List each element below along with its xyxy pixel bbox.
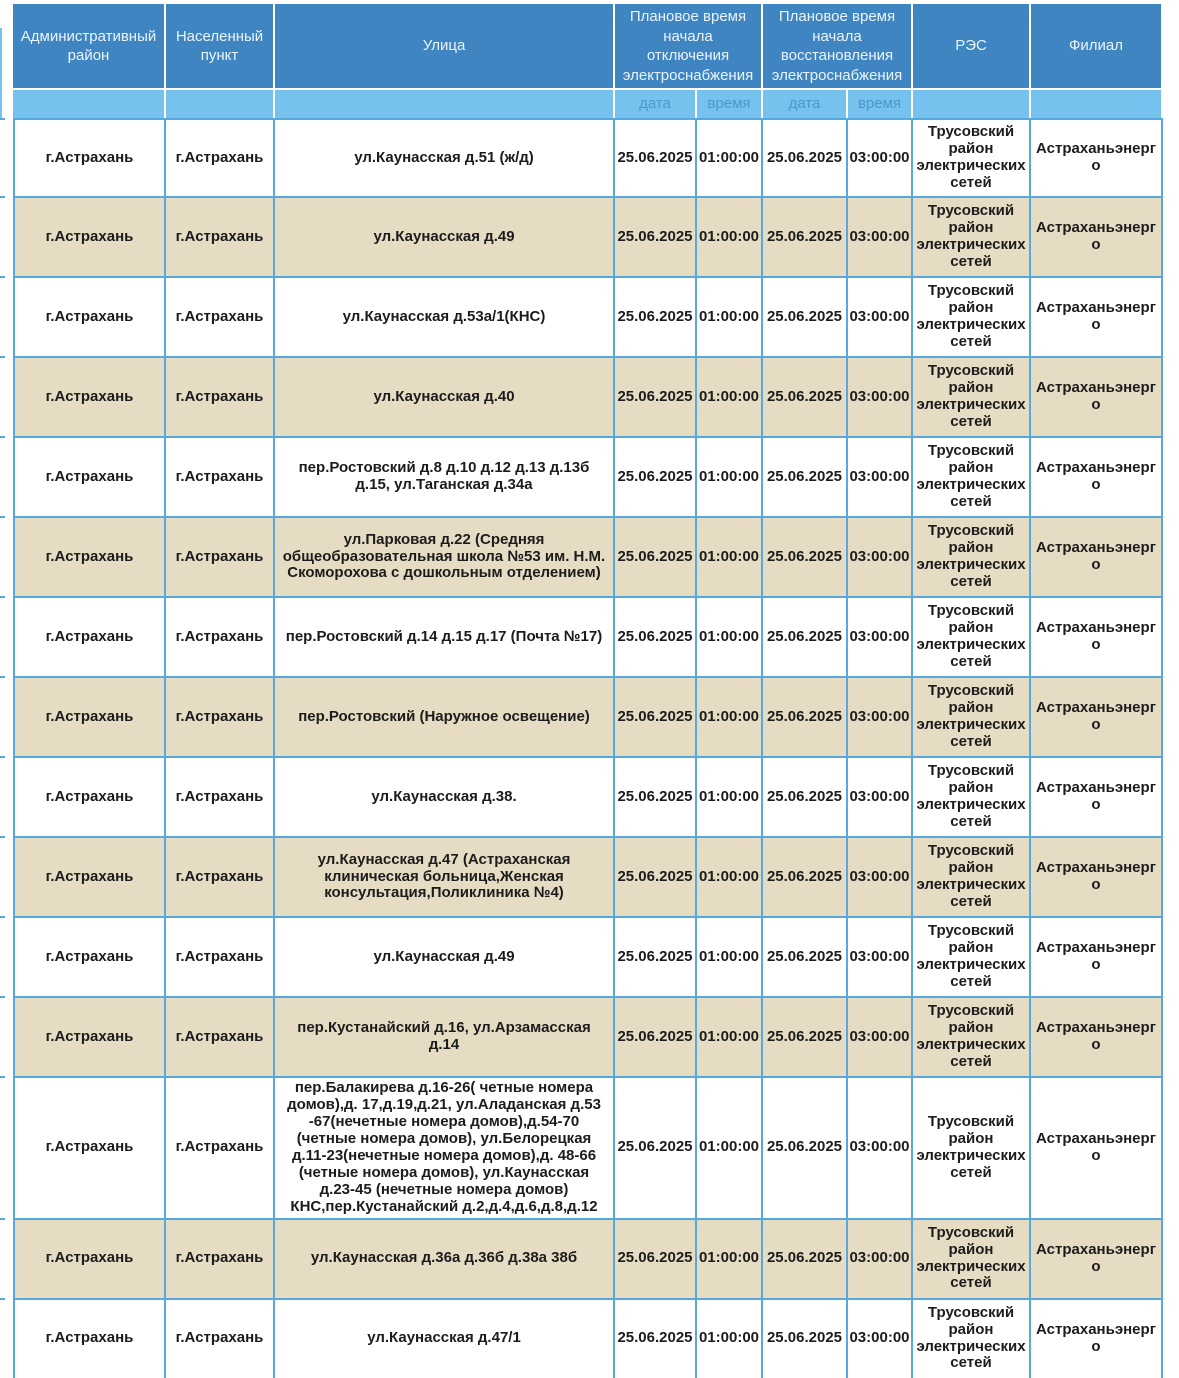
table-row xyxy=(13,598,1163,678)
cell-settlement: г.Астрахань xyxy=(166,518,275,598)
cell-restore-time: 03:00:00 xyxy=(848,358,913,438)
cell-res: Трусовский район электрических сетей xyxy=(913,198,1031,278)
subheader-empty-settlement xyxy=(166,90,275,118)
cell-branch: Астраханьэнерго xyxy=(1031,998,1163,1078)
cell-street: ул.Каунасская д.51 (ж/д) xyxy=(275,118,615,198)
cell-settlement: г.Астрахань xyxy=(166,278,275,358)
cell-res: Трусовский район электрических сетей xyxy=(913,438,1031,518)
table-row xyxy=(13,1300,1163,1378)
cell-district: г.Астрахань xyxy=(13,1220,166,1300)
cell-res: Трусовский район электрических сетей xyxy=(913,1078,1031,1220)
cell-outage-time: 01:00:00 xyxy=(697,198,763,278)
left-edge-border-stub xyxy=(0,1218,5,1220)
cell-settlement: г.Астрахань xyxy=(166,918,275,998)
cell-branch: Астраханьэнерго xyxy=(1031,518,1163,598)
cell-street: пер.Ростовский (Наружное освещение) xyxy=(275,678,615,758)
cell-restore-time: 03:00:00 xyxy=(848,1300,913,1378)
cell-branch: Астраханьэнерго xyxy=(1031,1220,1163,1300)
outage-schedule-table xyxy=(13,4,1163,1378)
cell-outage-time: 01:00:00 xyxy=(697,118,763,198)
cell-settlement: г.Астрахань xyxy=(166,198,275,278)
cell-res: Трусовский район электрических сетей xyxy=(913,358,1031,438)
cell-res: Трусовский район электрических сетей xyxy=(913,918,1031,998)
cell-outage-date: 25.06.2025 xyxy=(615,438,697,518)
cell-restore-time: 03:00:00 xyxy=(848,518,913,598)
cell-outage-date: 25.06.2025 xyxy=(615,1300,697,1378)
cell-outage-time: 01:00:00 xyxy=(697,758,763,838)
cell-outage-time: 01:00:00 xyxy=(697,838,763,918)
cell-district: г.Астрахань xyxy=(13,518,166,598)
cell-branch: Астраханьэнерго xyxy=(1031,118,1163,198)
cell-branch: Астраханьэнерго xyxy=(1031,278,1163,358)
cell-district: г.Астрахань xyxy=(13,838,166,918)
cell-restore-date: 25.06.2025 xyxy=(763,758,848,838)
table-row xyxy=(13,278,1163,358)
table-row xyxy=(13,1220,1163,1300)
header-restore-start-time: Плановое время начала восстановления электроснабжения xyxy=(763,4,913,90)
subheader-restore-time: время xyxy=(848,90,913,118)
cell-restore-date: 25.06.2025 xyxy=(763,278,848,358)
cell-district: г.Астрахань xyxy=(13,358,166,438)
cell-street: ул.Каунасская д.38. xyxy=(275,758,615,838)
table-header xyxy=(13,4,1163,118)
cell-street: ул.Каунасская д.36а д.36б д.38а 38б xyxy=(275,1220,615,1300)
cell-res: Трусовский район электрических сетей xyxy=(913,998,1031,1078)
cell-restore-date: 25.06.2025 xyxy=(763,1300,848,1378)
subheader-outage-date: дата xyxy=(615,90,697,118)
cell-restore-date: 25.06.2025 xyxy=(763,598,848,678)
header-outage-start-time: Плановое время начала отключения электроснабжения xyxy=(615,4,763,90)
subheader-empty-street xyxy=(275,90,615,118)
cell-outage-time: 01:00:00 xyxy=(697,358,763,438)
cell-restore-time: 03:00:00 xyxy=(848,758,913,838)
cell-street: пер.Кустанайский д.16, ул.Арзамасская д.14 xyxy=(275,998,615,1078)
left-edge-border-stub xyxy=(0,596,5,598)
table-header-row xyxy=(13,4,1163,90)
left-edge-border-stub xyxy=(0,118,5,120)
left-edge-border-stub xyxy=(0,916,5,918)
cell-res: Трусовский район электрических сетей xyxy=(913,118,1031,198)
cell-street: ул.Каунасская д.47 (Астраханская клиническая больница,Женская консультация,Поликлиника №4) xyxy=(275,838,615,918)
cell-restore-time: 03:00:00 xyxy=(848,678,913,758)
cell-settlement: г.Астрахань xyxy=(166,598,275,678)
cell-settlement: г.Астрахань xyxy=(166,358,275,438)
cell-outage-date: 25.06.2025 xyxy=(615,758,697,838)
cell-restore-time: 03:00:00 xyxy=(848,278,913,358)
cell-street: пер.Ростовский д.8 д.10 д.12 д.13 д.13б д.15, ул.Таганская д.34а xyxy=(275,438,615,518)
table-row xyxy=(13,198,1163,278)
cell-district: г.Астрахань xyxy=(13,198,166,278)
header-branch: Филиал xyxy=(1031,4,1163,90)
cell-outage-time: 01:00:00 xyxy=(697,438,763,518)
cell-street: ул.Каунасская д.40 xyxy=(275,358,615,438)
cell-outage-date: 25.06.2025 xyxy=(615,598,697,678)
left-edge-border-stub xyxy=(0,756,5,758)
cell-street: ул.Каунасская д.49 xyxy=(275,198,615,278)
cell-branch: Астраханьэнерго xyxy=(1031,358,1163,438)
cell-street: ул.Каунасская д.49 xyxy=(275,918,615,998)
cell-res: Трусовский район электрических сетей xyxy=(913,838,1031,918)
cell-res: Трусовский район электрических сетей xyxy=(913,598,1031,678)
cell-restore-date: 25.06.2025 xyxy=(763,998,848,1078)
left-edge-border-stub xyxy=(0,436,5,438)
cell-outage-date: 25.06.2025 xyxy=(615,278,697,358)
cell-branch: Астраханьэнерго xyxy=(1031,198,1163,278)
table-row xyxy=(13,358,1163,438)
cell-district: г.Астрахань xyxy=(13,918,166,998)
cell-district: г.Астрахань xyxy=(13,1078,166,1220)
cell-district: г.Астрахань xyxy=(13,758,166,838)
left-edge-border-stub xyxy=(0,516,5,518)
left-edge-border-stub xyxy=(0,356,5,358)
cell-branch: Астраханьэнерго xyxy=(1031,838,1163,918)
subheader-empty-res xyxy=(913,90,1031,118)
subheader-outage-time: время xyxy=(697,90,763,118)
cell-res: Трусовский район электрических сетей xyxy=(913,278,1031,358)
cell-res: Трусовский район электрических сетей xyxy=(913,1220,1031,1300)
cell-outage-date: 25.06.2025 xyxy=(615,998,697,1078)
left-edge-border-stub xyxy=(0,196,5,198)
table-subheader-row xyxy=(13,90,1163,118)
cell-branch: Астраханьэнерго xyxy=(1031,758,1163,838)
left-edge-border-stub xyxy=(0,1076,5,1078)
left-edge-table-sliver xyxy=(0,28,2,120)
table-body xyxy=(13,118,1163,1378)
header-res: РЭС xyxy=(913,4,1031,90)
cell-branch: Астраханьэнерго xyxy=(1031,1078,1163,1220)
cell-outage-time: 01:00:00 xyxy=(697,598,763,678)
cell-outage-time: 01:00:00 xyxy=(697,998,763,1078)
table-row xyxy=(13,438,1163,518)
table-row xyxy=(13,758,1163,838)
table-row xyxy=(13,838,1163,918)
cell-settlement: г.Астрахань xyxy=(166,838,275,918)
cell-street: пер.Ростовский д.14 д.15 д.17 (Почта №17) xyxy=(275,598,615,678)
cell-outage-time: 01:00:00 xyxy=(697,278,763,358)
cell-district: г.Астрахань xyxy=(13,438,166,518)
table-row xyxy=(13,678,1163,758)
cell-outage-time: 01:00:00 xyxy=(697,1220,763,1300)
cell-settlement: г.Астрахань xyxy=(166,1078,275,1220)
cell-outage-date: 25.06.2025 xyxy=(615,358,697,438)
cell-restore-time: 03:00:00 xyxy=(848,838,913,918)
cell-restore-date: 25.06.2025 xyxy=(763,1078,848,1220)
cell-restore-date: 25.06.2025 xyxy=(763,1220,848,1300)
cell-res: Трусовский район электрических сетей xyxy=(913,518,1031,598)
cell-restore-time: 03:00:00 xyxy=(848,998,913,1078)
cell-street: пер.Балакирева д.16-26( четные номера домов),д. 17,д.19,д.21, ул.Аладанская д.53 -67(нечетные номера домов),д.54-70 (четные номера домов), ул.Белорецкая д.11-23(нечетные номера домов),д. 48-66 (четные номера домов), ул.Каунасская д.23-45 (нечетные номера домов) КНС,пер.Кустанайский д.2,д.4,д.6,д.8,д.12 xyxy=(275,1078,615,1220)
cell-outage-time: 01:00:00 xyxy=(697,518,763,598)
left-edge-border-stub xyxy=(0,996,5,998)
table-row xyxy=(13,918,1163,998)
cell-branch: Астраханьэнерго xyxy=(1031,438,1163,518)
cell-restore-time: 03:00:00 xyxy=(848,598,913,678)
cell-outage-date: 25.06.2025 xyxy=(615,198,697,278)
cell-outage-time: 01:00:00 xyxy=(697,918,763,998)
cell-settlement: г.Астрахань xyxy=(166,758,275,838)
subheader-empty-branch xyxy=(1031,90,1163,118)
cell-outage-time: 01:00:00 xyxy=(697,678,763,758)
cell-settlement: г.Астрахань xyxy=(166,998,275,1078)
header-administrative-district: Административный район xyxy=(13,4,166,90)
subheader-restore-date: дата xyxy=(763,90,848,118)
cell-restore-time: 03:00:00 xyxy=(848,118,913,198)
header-street: Улица xyxy=(275,4,615,90)
cell-outage-time: 01:00:00 xyxy=(697,1078,763,1220)
cell-district: г.Астрахань xyxy=(13,598,166,678)
cell-res: Трусовский район электрических сетей xyxy=(913,758,1031,838)
table-row xyxy=(13,518,1163,598)
cell-street: ул.Каунасская д.53а/1(КНС) xyxy=(275,278,615,358)
table-row xyxy=(13,118,1163,198)
cell-branch: Астраханьэнерго xyxy=(1031,678,1163,758)
cell-restore-date: 25.06.2025 xyxy=(763,918,848,998)
cell-restore-date: 25.06.2025 xyxy=(763,838,848,918)
cell-branch: Астраханьэнерго xyxy=(1031,598,1163,678)
cell-outage-time: 01:00:00 xyxy=(697,1300,763,1378)
cell-outage-date: 25.06.2025 xyxy=(615,678,697,758)
header-settlement: Населенный пункт xyxy=(166,4,275,90)
cell-restore-date: 25.06.2025 xyxy=(763,678,848,758)
cell-district: г.Астрахань xyxy=(13,1300,166,1378)
cell-branch: Астраханьэнерго xyxy=(1031,918,1163,998)
cell-district: г.Астрахань xyxy=(13,278,166,358)
cell-district: г.Астрахань xyxy=(13,998,166,1078)
left-edge-border-stub xyxy=(0,276,5,278)
cell-branch: Астраханьэнерго xyxy=(1031,1300,1163,1378)
cell-settlement: г.Астрахань xyxy=(166,678,275,758)
subheader-empty-district xyxy=(13,90,166,118)
cell-settlement: г.Астрахань xyxy=(166,118,275,198)
cell-restore-time: 03:00:00 xyxy=(848,198,913,278)
cell-restore-time: 03:00:00 xyxy=(848,1078,913,1220)
cell-outage-date: 25.06.2025 xyxy=(615,518,697,598)
cell-settlement: г.Астрахань xyxy=(166,438,275,518)
left-edge-border-stub xyxy=(0,1298,5,1300)
cell-street: ул.Каунасская д.47/1 xyxy=(275,1300,615,1378)
cell-outage-date: 25.06.2025 xyxy=(615,918,697,998)
cell-restore-time: 03:00:00 xyxy=(848,1220,913,1300)
cell-settlement: г.Астрахань xyxy=(166,1300,275,1378)
table-row xyxy=(13,998,1163,1078)
cell-settlement: г.Астрахань xyxy=(166,1220,275,1300)
cell-res: Трусовский район электрических сетей xyxy=(913,1300,1031,1378)
cell-restore-date: 25.06.2025 xyxy=(763,198,848,278)
cell-res: Трусовский район электрических сетей xyxy=(913,678,1031,758)
cell-restore-date: 25.06.2025 xyxy=(763,358,848,438)
cell-outage-date: 25.06.2025 xyxy=(615,1220,697,1300)
cell-restore-date: 25.06.2025 xyxy=(763,438,848,518)
left-edge-border-stub xyxy=(0,676,5,678)
cell-restore-date: 25.06.2025 xyxy=(763,518,848,598)
left-edge-border-stub xyxy=(0,836,5,838)
cell-restore-time: 03:00:00 xyxy=(848,438,913,518)
cell-outage-date: 25.06.2025 xyxy=(615,1078,697,1220)
cell-outage-date: 25.06.2025 xyxy=(615,838,697,918)
cell-outage-date: 25.06.2025 xyxy=(615,118,697,198)
cell-restore-date: 25.06.2025 xyxy=(763,118,848,198)
cell-district: г.Астрахань xyxy=(13,118,166,198)
cell-district: г.Астрахань xyxy=(13,678,166,758)
cell-restore-time: 03:00:00 xyxy=(848,918,913,998)
cell-street: ул.Парковая д.22 (Средняя общеобразовательная школа №53 им. Н.М. Скоморохова с дошкольным отделением) xyxy=(275,518,615,598)
table-row xyxy=(13,1078,1163,1220)
